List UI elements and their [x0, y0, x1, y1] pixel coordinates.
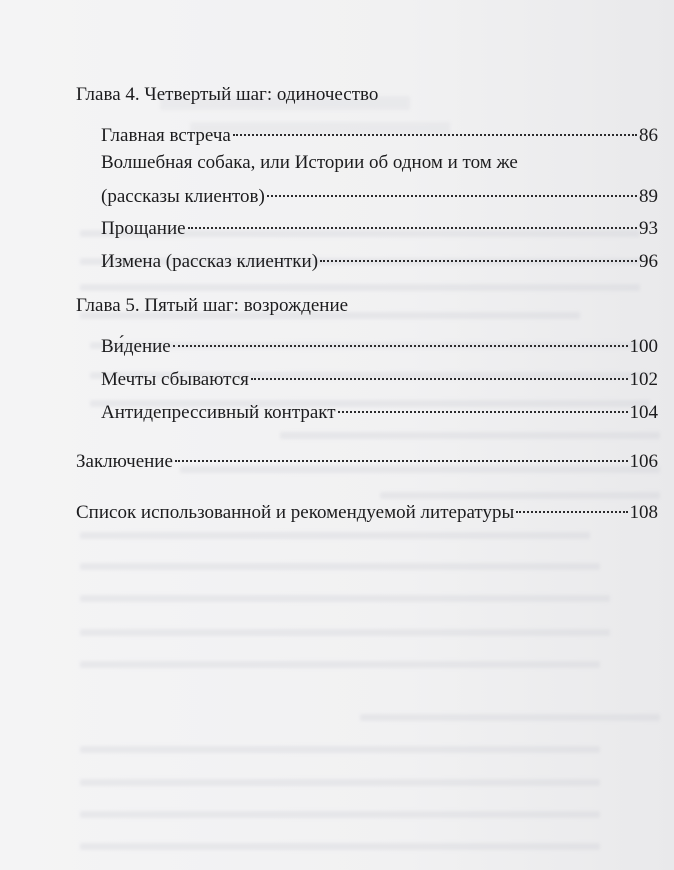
toc-entry-label: (рассказы клиентов) — [101, 186, 265, 207]
chapter-5-title: Глава 5. Пятый шаг: возрождение — [76, 295, 349, 316]
dot-leader — [233, 119, 637, 141]
toc-entry — [101, 119, 658, 147]
dot-leader — [175, 445, 628, 467]
toc-entry — [101, 396, 658, 424]
toc-entry-label: Антидепрессивный контракт — [101, 402, 336, 423]
toc-entry-label: Главная встреча — [101, 125, 231, 146]
chapter-4-title: Глава 4. Четвертый шаг: одиночество — [76, 84, 379, 105]
toc-entry-label: Мечты сбываются — [101, 369, 249, 390]
toc-entry-label: Прощание — [101, 218, 186, 239]
dot-leader — [516, 496, 627, 518]
dot-leader — [338, 396, 628, 418]
dot-leader — [188, 212, 637, 234]
toc-entry-page: 93 — [639, 218, 658, 239]
toc-entry-label: Ви́дение — [101, 336, 171, 357]
toc-entry-label: Заключение — [76, 451, 173, 472]
toc-entry-label: Список использованной и рекомендуемой литературы — [76, 502, 515, 523]
toc-entry-bibliography — [76, 496, 658, 524]
dot-leader — [320, 245, 637, 267]
toc-entry-page: 108 — [629, 502, 658, 523]
toc-entry-label: Измена (рассказ клиентки) — [101, 251, 319, 272]
toc-entry-conclusion — [76, 445, 658, 473]
toc-entry-page: 102 — [629, 369, 658, 390]
toc-entry-page: 106 — [629, 451, 658, 472]
toc-entry — [101, 330, 658, 358]
toc-entry — [101, 245, 658, 273]
toc-entry-page: 96 — [639, 251, 658, 272]
toc-entry-page: 104 — [629, 402, 658, 423]
toc-entry-page: 86 — [639, 125, 658, 146]
toc-entry-page: 100 — [629, 336, 658, 357]
dot-leader — [251, 363, 628, 385]
toc-entry — [101, 363, 658, 391]
toc-entry-page: 89 — [639, 186, 658, 207]
dot-leader — [267, 180, 637, 202]
toc-entry-label-line1: Волшебная собака, или Истории об одном и том же — [101, 152, 518, 173]
toc-entry — [101, 180, 658, 208]
toc-entry — [101, 212, 658, 240]
dot-leader — [173, 330, 628, 352]
